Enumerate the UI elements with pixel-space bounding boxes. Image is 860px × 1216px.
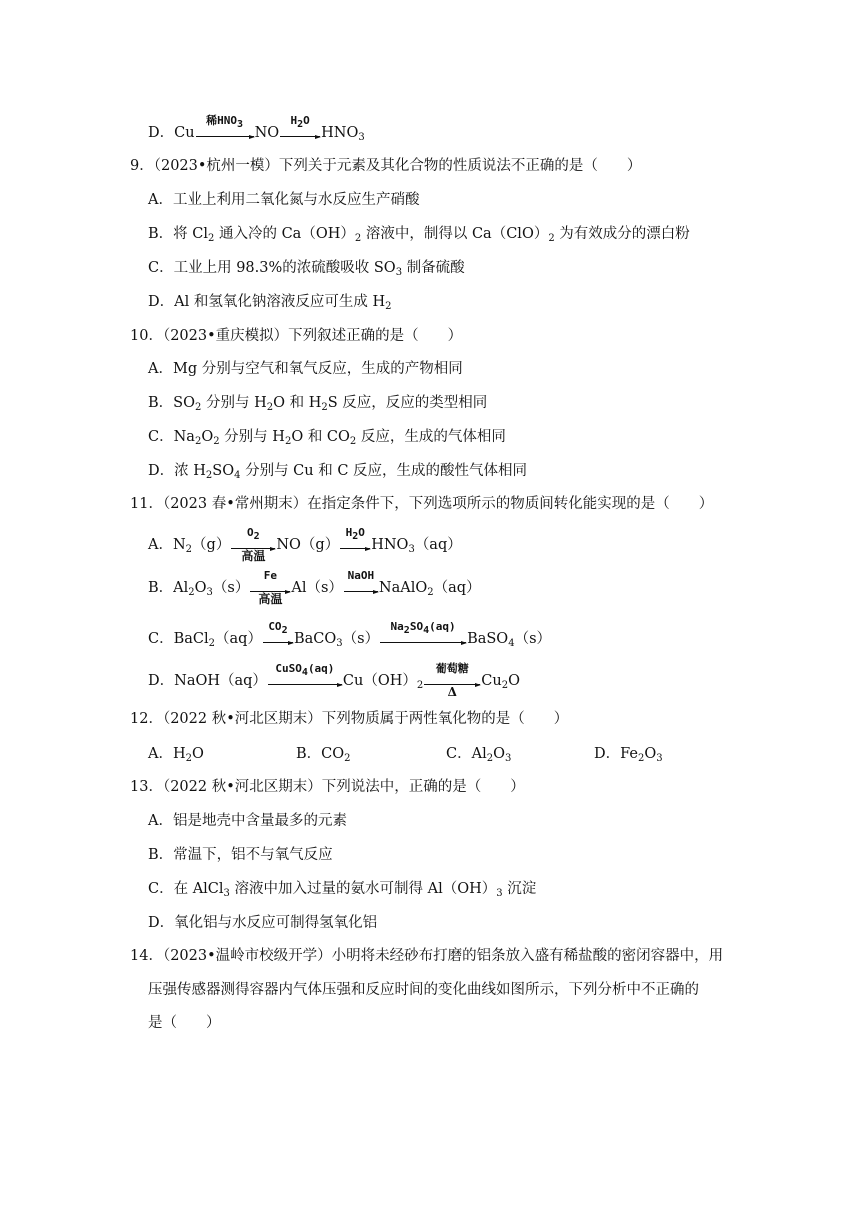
q10-option-d: D．浓 $H_2SO_4$ 分别与 Cu 和 C 反应，生成的酸性气体相同	[148, 463, 528, 481]
reaction-arrow: NaOH	[344, 576, 378, 592]
q8-option-d: D．Cu 稀$HNO_3$ NO $H_2O$ $HNO_3$	[148, 114, 365, 143]
q12-option-b: B．$CO_2$	[296, 746, 351, 764]
q9-option-a: A．工业上利用二氧化氮与水反应生产硝酸	[148, 192, 420, 208]
q13-option-c: C．在 AlCl$_3$ 溶液中加入过量的氨水可制得 $Al(OH)_3$ 沉淀	[148, 881, 537, 899]
question-10-stem: 10．（2023•重庆模拟）下列叙述正确的是（ ）	[130, 328, 463, 344]
q9-option-b: B．将 $Cl_2$ 通入冷的 $Ca(OH)_2$ 溶液中，制得以 $Ca(ClO)_2$ 为有效成分的漂白粉	[148, 226, 690, 244]
q11-option-b: B．$Al_2O_3(s)$ Fe 高温 Al（s） NaOH NaAlO$_2$（aq）	[148, 569, 481, 606]
reaction-arrow: $H_2O$	[340, 533, 370, 549]
q11-option-d: D．NaOH（aq） CuSO$_4$(aq) $Cu(OH)_2$ 葡萄糖 Δ $Cu_2O$	[148, 662, 520, 699]
reaction-arrow: $Na_2SO_4(aq)$	[380, 627, 466, 643]
q12-option-d: D．$Fe_2O_3$	[594, 746, 663, 764]
q13-option-d: D．氧化铝与水反应可制得氢氧化铝	[148, 915, 378, 931]
question-11-stem: 11．（2023 春•常州期末）在指定条件下，下列选项所示的物质间转化能实现的是（ ）	[130, 496, 714, 512]
q11-option-a: A．$N_2(g)$ $O_2$ 高温 NO（g） $H_2O$ $HNO_3(aq)$	[148, 526, 462, 563]
question-13-stem: 13．（2022 秋•河北区期末）下列说法中，正确的是（ ）	[130, 779, 525, 795]
reaction-arrow: $O_2$ 高温	[231, 533, 275, 549]
q10-option-c: C．$Na_2O_2$ 分别与 $H_2O$ 和 $CO_2$ 反应，生成的气体相同	[148, 429, 506, 447]
q12-option-a: A．$H_2O$	[148, 746, 204, 764]
q13-option-b: B．常温下，铝不与氧气反应	[148, 847, 333, 863]
q9-option-c: C．工业上用 98.3%的浓硫酸吸收 $SO_3$ 制备硫酸	[148, 260, 465, 278]
question-14-stem-line1: 14．（2023•温岭市校级开学）小明将未经砂布打磨的铝条放入盛有稀盐酸的密闭容器中，用	[130, 948, 724, 964]
reaction-arrow: CuSO$_4$(aq)	[268, 669, 342, 685]
q13-option-a: A．铝是地壳中含量最多的元素	[148, 813, 347, 829]
q9-option-d: D．Al 和氢氧化钠溶液反应可生成 $H_2$	[148, 294, 392, 312]
q10-option-b: B．$SO_2$ 分别与 $H_2O$ 和 $H_2S$ 反应，反应的类型相同	[148, 395, 488, 413]
q11-option-c: C．BaCl$_2$（aq） $CO_2$ BaCO$_3$（s） $Na_2SO_4(aq)$ BaSO$_4$（s）	[148, 620, 552, 649]
question-14-stem-line2: 压强传感器测得容器内气体压强和反应时间的变化曲线如图所示，下列分析中不正确的	[148, 982, 699, 998]
question-9-stem: 9．（2023•杭州一模）下列关于元素及其化合物的性质说法不正确的是（ ）	[130, 158, 642, 174]
reaction-arrow: Fe 高温	[250, 576, 290, 592]
question-12-stem: 12．（2022 秋•河北区期末）下列物质属于两性氧化物的是（ ）	[130, 711, 569, 727]
reaction-arrow: 葡萄糖 Δ	[424, 669, 480, 685]
q12-option-c: C．$Al_2O_3$	[446, 746, 512, 764]
reaction-arrow: 稀$HNO_3$	[196, 121, 254, 137]
question-14-stem-line3: 是（ ）	[148, 1015, 221, 1031]
reaction-arrow: $CO_2$	[263, 627, 293, 643]
reaction-arrow: $H_2O$	[280, 121, 320, 137]
q10-option-a: A．Mg 分别与空气和氧气反应，生成的产物相同	[148, 361, 463, 377]
